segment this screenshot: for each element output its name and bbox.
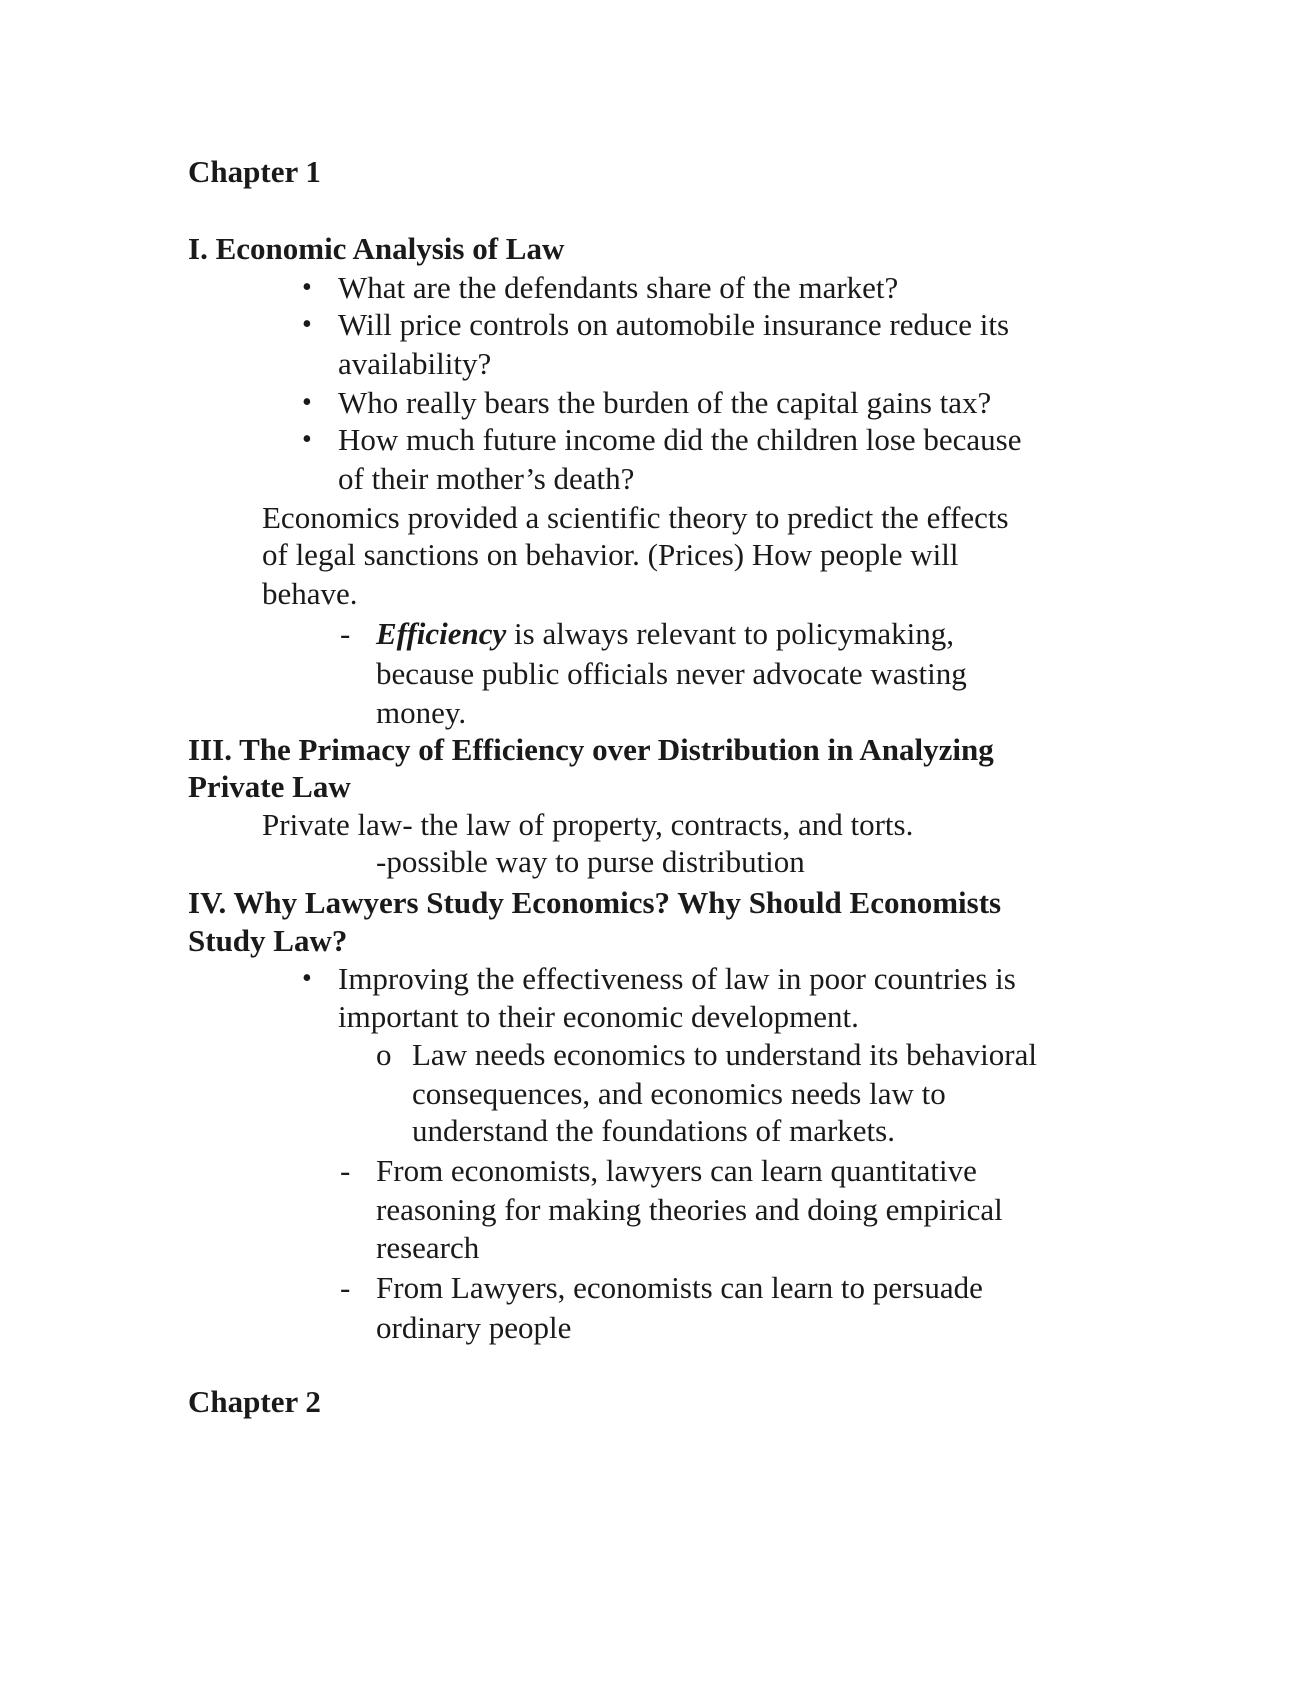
dash-item-text-continued: reasoning for making theories and doing empirical [376,1192,1003,1227]
section-4-heading-continued: Study Law? [188,923,348,958]
distribution-note: -possible way to purse distribution [376,844,805,879]
bullet-text-continued: of their mother’s death? [338,461,635,496]
dash-item-text-continued: ordinary people [376,1310,572,1345]
section-1-heading: I. Economic Analysis of Law [188,231,565,266]
bullet-marker: • [302,272,312,303]
bullet-marker: • [302,424,312,455]
section-3-heading-continued: Private Law [188,769,351,804]
efficiency-emphasis: Efficiency [376,616,507,651]
chapter-2-title: Chapter 2 [188,1384,321,1419]
efficiency-item-continued: money. [376,695,467,730]
bullet-text: Will price controls on automobile insurance reduce its [338,307,1010,342]
efficiency-item [376,615,954,653]
dash-marker: - [340,1270,351,1305]
bullet-text: What are the defendants share of the market? [338,270,899,305]
paragraph-line: of legal sanctions on behavior. (Prices) How people will [262,537,959,572]
dash-item-text: From Lawyers, economists can learn to persuade [376,1270,983,1305]
bullet-marker: • [302,309,312,340]
bullet-marker: • [302,963,312,994]
chapter-1-title: Chapter 1 [188,154,321,189]
efficiency-rest: is always relevant to policymaking, [506,616,954,651]
efficiency-item-continued: because public officials never advocate wasting [376,656,967,691]
sub-bullet-text: Law needs economics to understand its behavioral [412,1037,1037,1072]
private-law-definition: Private law- the law of property, contracts, and torts. [262,807,914,842]
bullet-text: Who really bears the burden of the capital gains tax? [338,385,992,420]
section-4-heading: IV. Why Lawyers Study Economics? Why Should Economists [188,885,1002,920]
sub-bullet-text-continued: understand the foundations of markets. [412,1113,895,1148]
dash-marker: - [340,616,351,651]
sub-bullet-marker: o [376,1037,392,1072]
dash-item-text: From economists, lawyers can learn quantitative [376,1153,977,1188]
section-3-heading: III. The Primacy of Efficiency over Distribution in Analyzing [188,732,994,767]
dash-marker: - [340,1153,351,1188]
bullet-text: Improving the effectiveness of law in poor countries is [338,961,1016,996]
bullet-marker: • [302,387,312,418]
dash-item-text-continued: research [376,1230,480,1265]
paragraph-line: Economics provided a scientific theory to predict the effects [262,500,1009,535]
paragraph-line: behave. [262,576,358,611]
bullet-text-continued: availability? [338,346,492,381]
sub-bullet-text-continued: consequences, and economics needs law to [412,1076,946,1111]
bullet-text: How much future income did the children lose because [338,422,1022,457]
bullet-text-continued: important to their economic development. [338,999,859,1034]
